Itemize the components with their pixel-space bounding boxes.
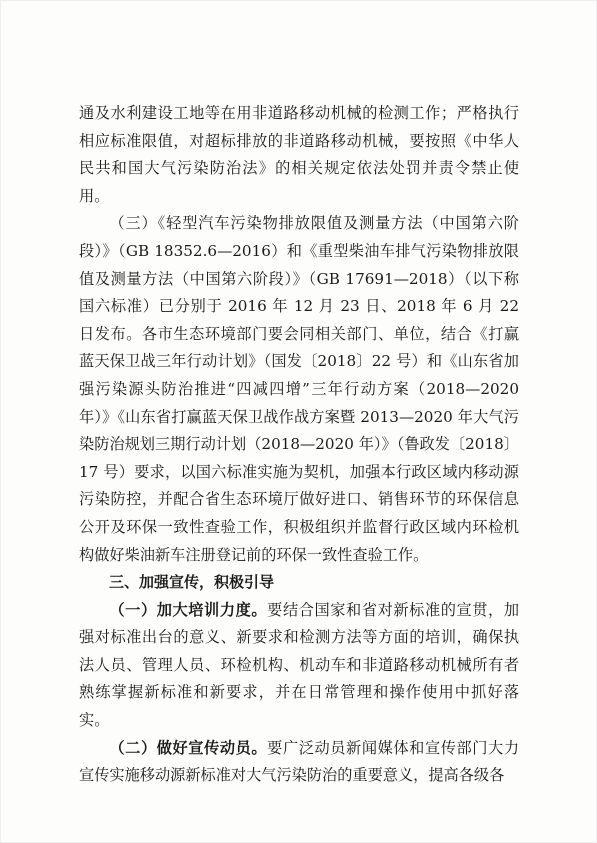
item-lead-training: （一）加大培训力度。 bbox=[109, 600, 268, 619]
paragraph-training bbox=[79, 597, 519, 735]
section-heading: 三、加强宣传，积极引导 bbox=[109, 573, 275, 592]
paragraph-publicity bbox=[79, 735, 519, 790]
paragraph-continued: 通及水利建设工地等在用非道路移动机械的检测工作；严格执行相应标准限值，对超标排放的非道路移动机械，要按照《中华人民共和国大气污染防治法》的相关规定依法处罚并责令禁止使用。 bbox=[79, 104, 519, 205]
document-body bbox=[79, 100, 519, 790]
item-lead-publicity: （二）做好宣传动员。 bbox=[109, 738, 268, 757]
paragraph-item-3: （三）《轻型汽车污染物排放限值及测量方法（中国第六阶段）》（GB 18352.6—2016）和《重型柴油车排气污染物排放限值及测量方法（中国第六阶段）》（GB 17691—2018）（以下称国六标准）已分别于 2016 年 12 月 23 日、2018 年 6 月 22 日发布。各市生态环境部门要会同相关部门、单位，结合《打赢蓝天保卫战三年行动计划》（国发〔2018〕22 号）和《山东省加强污染源头防治推进“四减四增”三年行动方案（2018—2020 年）》《山东省打赢蓝天保卫战作战方案暨 2013—2020 年大气污染防治规划三期行动计划（2018—2020 年）》（鲁政发〔2018〕17 号）要求，以国六标准实施为契机，加强本行政区域内移动源污染防控，并配合省生态环境厅做好进口、销售环节的环保信息公开及环保一致性查验工作，积极组织并监督行政区域内环检机构做好柴油新车注册登记前的环保一致性查验工作。 bbox=[79, 214, 519, 564]
item-body-training: 要结合国家和省对新标准的宣贯，加强对标准出台的意义、新要求和检测方法等方面的培训，确保执法人员、管理人员、环检机构、机动车和非道路移动机械所有者熟练掌握新标准和新要求，并在日常管理和操作使用中抓好落实。 bbox=[79, 600, 520, 730]
item-body-publicity: 要广泛动员新闻媒体和宣传部门大力宣传实施移动源新标准对大气污染防治的重要意义，提高各级各 bbox=[79, 738, 520, 785]
